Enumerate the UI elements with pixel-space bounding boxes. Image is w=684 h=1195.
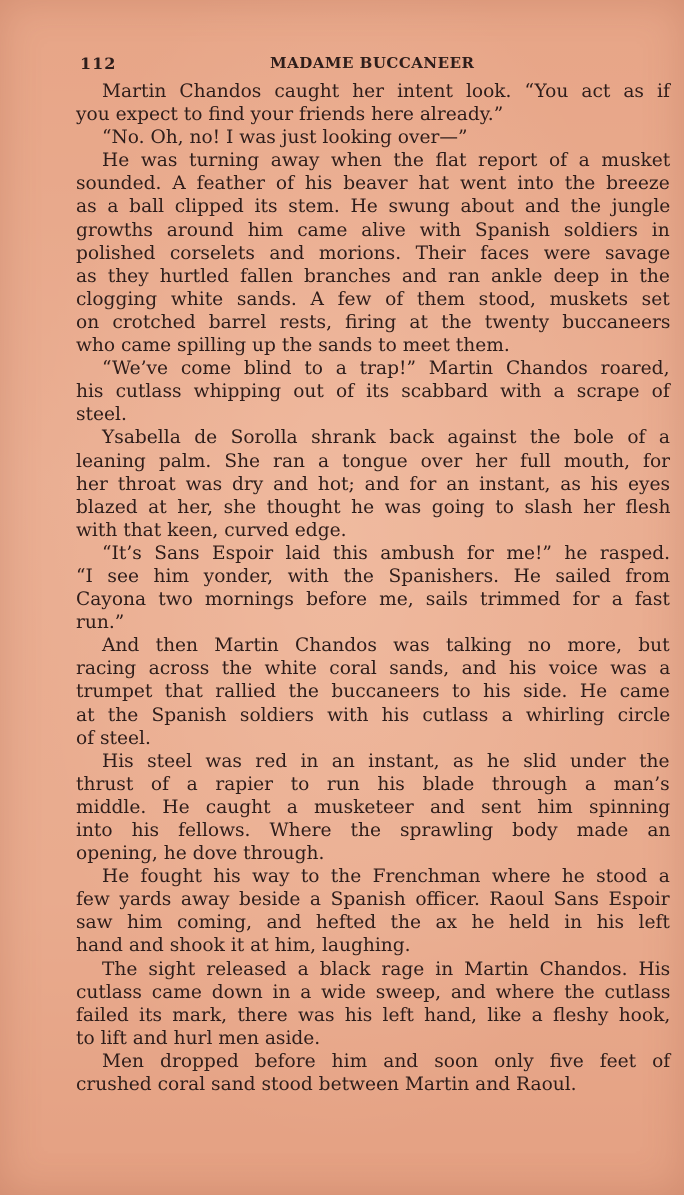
text-line: His steel was red in an instant, as he slid under the: [102, 750, 670, 772]
text-line: who came spilling up the sands to meet them.: [76, 335, 510, 357]
book-title: MADAME BUCCANEER: [270, 54, 475, 72]
running-head: [80, 54, 670, 76]
text-line: with that keen, curved edge.: [76, 519, 347, 541]
text-line: cutlass came down in a wide sweep, and where the cutlass: [76, 981, 671, 1003]
text-line: Martin Chandos caught her intent look. “You act as if: [102, 81, 670, 102]
text-line: The sight released a black rage in Martin Chandos. His: [102, 958, 671, 980]
text-line: And then Martin Chandos was talking no more, but: [102, 635, 670, 657]
text-line: “It’s Sans Espoir laid this ambush for me!” he rasped.: [102, 542, 671, 564]
text-line: steel.: [76, 404, 127, 426]
text-line: hand and shook it at him, laughing.: [76, 935, 411, 957]
text-line: He was turning away when the flat report of a musket: [102, 150, 671, 172]
text-line: thrust of a rapier to run his blade through a man’s: [76, 773, 670, 795]
text-line: his cutlass whipping out of its scabbard with a scrape of: [76, 381, 670, 403]
text-line: Cayona two mornings before me, sails trimmed for a fast: [76, 589, 670, 611]
text-line: to lift and hurl men aside.: [76, 1027, 321, 1049]
text-line: He fought his way to the Frenchman where he stood a: [102, 866, 670, 888]
text-line: as they hurtled fallen branches and ran ankle deep in the: [76, 265, 670, 287]
text-line: clogging white sands. A few of them stood, muskets set: [76, 288, 670, 310]
text-line: leaning palm. She ran a tongue over her full mouth, for: [76, 450, 671, 472]
text-line: racing across the white coral sands, and his voice was a: [76, 658, 671, 680]
text-line: opening, he dove through.: [76, 843, 325, 865]
text-line: saw him coming, and hefted the ax he held in his left: [76, 912, 670, 934]
body-text: [76, 80, 670, 1096]
text-line: run.”: [76, 612, 125, 634]
text-line: sounded. A feather of his beaver hat went into the breeze: [76, 173, 670, 195]
text-line: few yards away beside a Spanish officer. Raoul Sans Espoir: [76, 889, 670, 911]
text-line: polished corselets and morions. Their faces were savage: [76, 242, 671, 264]
text-line: growths around him came alive with Spanish soldiers in: [76, 219, 670, 241]
text-line: “No. Oh, no! I was just looking over—”: [102, 127, 468, 149]
text-line: on crotched barrel rests, firing at the twenty buccaneers: [76, 311, 671, 333]
text-line: Ysabella de Sorolla shrank back against the bole of a: [102, 427, 670, 449]
text-line: trumpet that rallied the buccaneers to his side. He came: [76, 681, 670, 703]
text-line: failed its mark, there was his left hand, like a fleshy hook,: [76, 1004, 671, 1026]
text-line: “We’ve come blind to a trap!” Martin Chandos roared,: [102, 358, 670, 380]
text-line: blazed at her, she thought he was going to slash her flesh: [76, 496, 671, 518]
text-line: you expect to find your friends here already.”: [76, 104, 504, 126]
text-line: into his fellows. Where the sprawling body made an: [76, 820, 671, 841]
text-line: as a ball clipped its stem. He swung about and the jungle: [76, 196, 671, 218]
text-line: at the Spanish soldiers with his cutlass a whirling circle: [76, 704, 671, 726]
text-line: of steel.: [76, 727, 151, 749]
text-line: “I see him yonder, with the Spanishers. He sailed from: [76, 565, 670, 587]
text-line: Men dropped before him and soon only five feet of: [102, 1050, 671, 1072]
text-line: her throat was dry and hot; and for an instant, as his eyes: [76, 473, 671, 495]
text-line: middle. He caught a musketeer and sent him spinning: [76, 796, 671, 818]
page-number: 112: [80, 54, 117, 73]
text-line: crushed coral sand stood between Martin and Raoul.: [76, 1074, 577, 1096]
